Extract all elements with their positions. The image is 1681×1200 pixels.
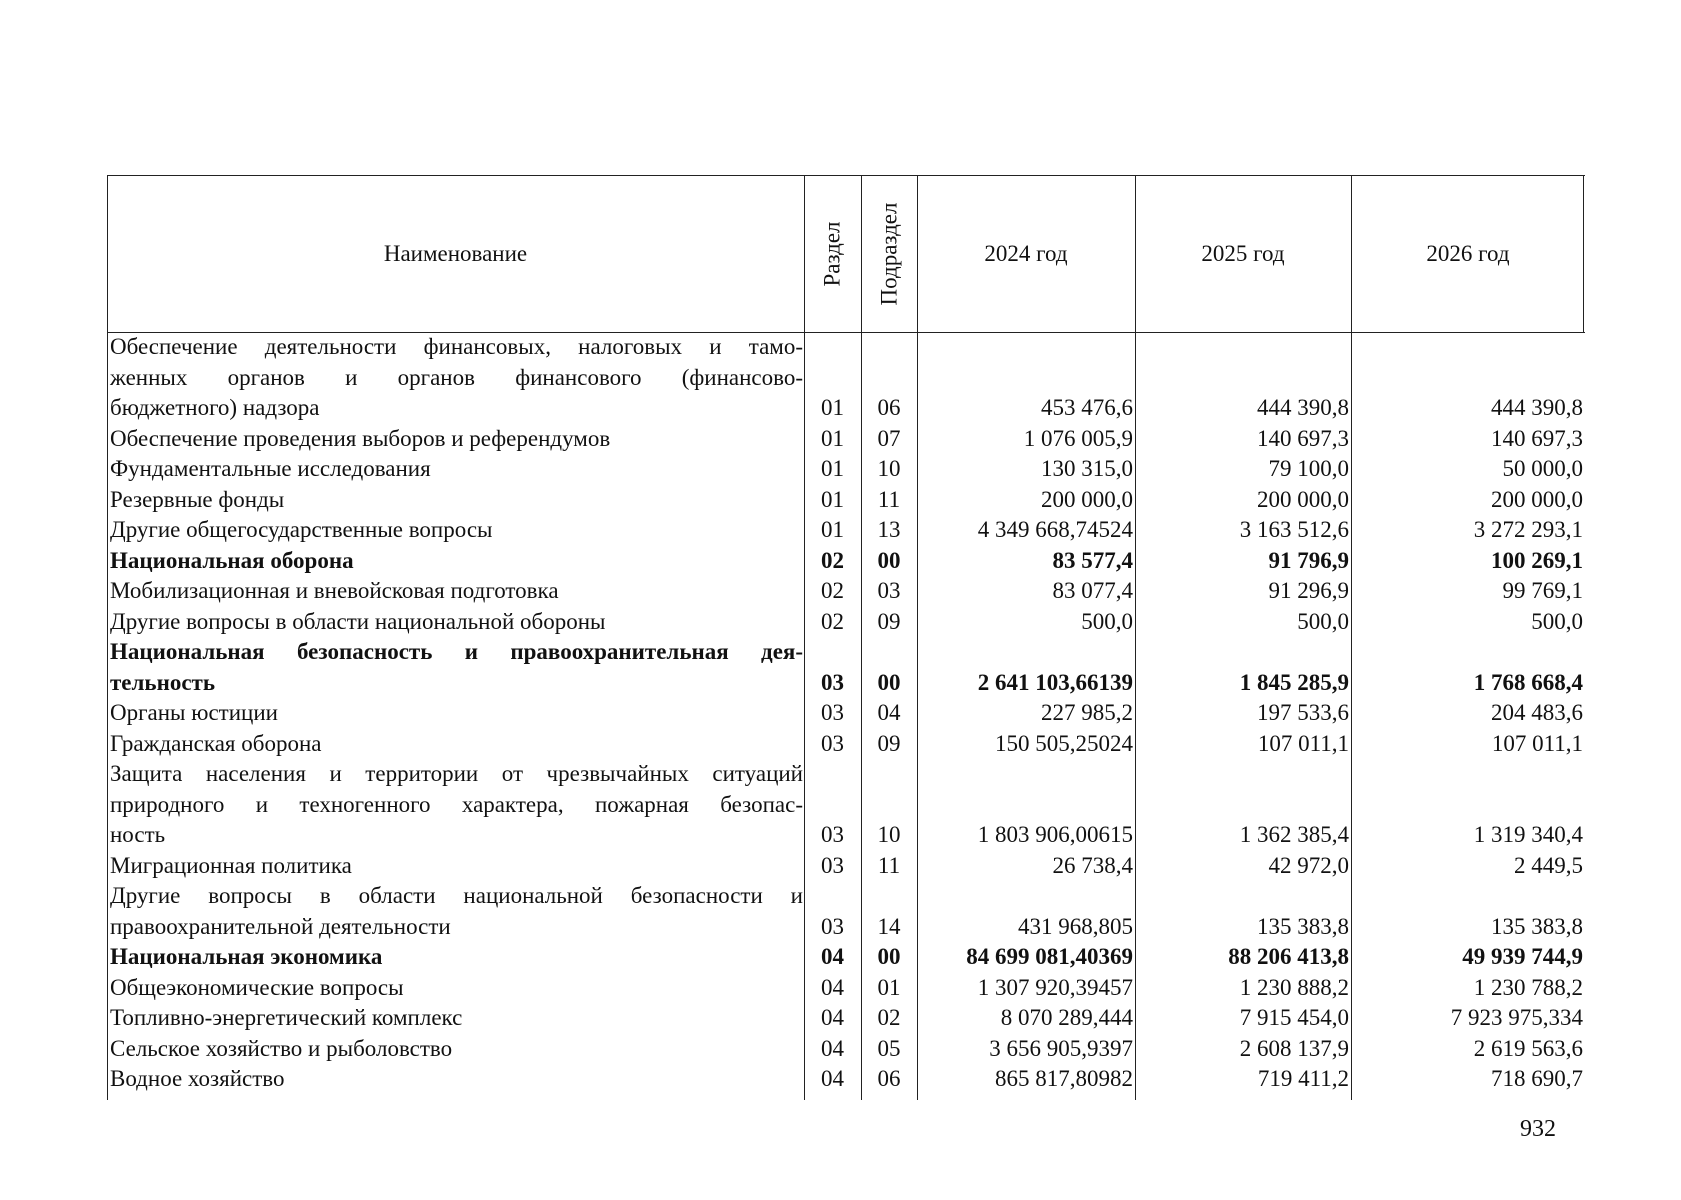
- name-line: Обеспечение деятельности финансовых, налоговых и тамо-: [110, 334, 803, 359]
- cell-2025: 719 411,2: [1257, 1066, 1349, 1091]
- cell-2026: 1 768 668,4: [1473, 669, 1583, 695]
- cell-subsection: 01: [877, 974, 901, 1000]
- cell-section: 04: [821, 944, 844, 969]
- cell-section: 03: [821, 669, 844, 695]
- cell-2025: 200 000,0: [1257, 486, 1349, 512]
- name-line: Органы юстиции: [110, 700, 278, 725]
- cell-2025: 1 362 385,4: [1239, 822, 1349, 847]
- table-row: [107, 515, 1585, 546]
- cell-2026: 140 697,3: [1491, 425, 1583, 451]
- cell-2025: 1 845 285,9: [1239, 669, 1349, 695]
- cell-subsection: 02: [877, 1005, 901, 1030]
- name-line: Фундаментальные исследования: [110, 456, 431, 481]
- budget-table: [107, 175, 1585, 1100]
- cell-section: 02: [821, 547, 844, 573]
- cell-2026: 718 690,7: [1491, 1066, 1583, 1091]
- cell-2025: 107 011,1: [1257, 730, 1349, 756]
- cell-name: [110, 759, 803, 851]
- table-row: [107, 607, 1585, 638]
- name-line: Национальная экономика: [110, 944, 383, 969]
- cell-name: [110, 576, 803, 607]
- cell-section: 01: [821, 486, 844, 512]
- cell-name: [110, 1003, 803, 1034]
- cell-2024: 1 076 005,9: [1023, 425, 1133, 451]
- cell-2026: 204 483,6: [1491, 700, 1583, 725]
- cell-2025: 3 163 512,6: [1239, 517, 1349, 542]
- table-row: [107, 637, 1585, 698]
- table-row: [107, 698, 1585, 729]
- cell-2026: 444 390,8: [1491, 395, 1583, 420]
- table-row: [107, 973, 1585, 1004]
- cell-2024: 3 656 905,9397: [989, 1035, 1133, 1061]
- table-row: [107, 759, 1585, 851]
- table-header: [107, 175, 1585, 332]
- cell-2024: 8 070 289,444: [1000, 1005, 1133, 1030]
- table-row: [107, 576, 1585, 607]
- cell-2026: 99 769,1: [1502, 578, 1583, 603]
- cell-2025: 140 697,3: [1257, 425, 1349, 451]
- cell-name: [110, 942, 803, 973]
- cell-section: 03: [821, 913, 844, 939]
- cell-section: 03: [821, 852, 844, 878]
- name-line: женных органов и органов финансового (финансово-: [110, 364, 803, 390]
- name-line: Водное хозяйство: [110, 1066, 285, 1091]
- name-line: Другие вопросы в области национальной безопасности и: [110, 883, 803, 908]
- cell-2024: 26 738,4: [1052, 852, 1133, 878]
- cell-2025: 135 383,8: [1257, 913, 1349, 939]
- cell-name: [110, 851, 803, 882]
- cell-section: 02: [821, 608, 844, 634]
- cell-2024: 83 077,4: [1052, 578, 1133, 603]
- name-line: Миграционная политика: [110, 852, 352, 878]
- page-number: 932: [1520, 1116, 1556, 1142]
- cell-section: 01: [821, 395, 844, 420]
- name-line: тельность: [110, 669, 215, 695]
- cell-subsection: 06: [877, 395, 901, 420]
- cell-2025: 88 206 413,8: [1228, 944, 1349, 969]
- cell-2026: 200 000,0: [1491, 486, 1583, 512]
- cell-2025: 7 915 454,0: [1239, 1005, 1349, 1030]
- cell-section: 04: [821, 1066, 844, 1091]
- cell-2026: 500,0: [1531, 608, 1583, 634]
- name-line: Защита населения и территории от чрезвычайных ситуаций: [110, 761, 803, 786]
- header-year-2026: 2026 год: [1426, 240, 1510, 266]
- cell-name: [110, 1064, 803, 1095]
- cell-2026: 1 230 788,2: [1473, 974, 1583, 1000]
- header-name: Наименование: [383, 240, 528, 266]
- table-row: [107, 1034, 1585, 1065]
- cell-name: [110, 454, 803, 485]
- cell-2024: 4 349 668,74524: [977, 517, 1133, 542]
- header-section: Раздел: [819, 220, 845, 287]
- cell-section: 04: [821, 1035, 844, 1061]
- cell-2024: 865 817,80982: [995, 1066, 1133, 1091]
- cell-name: [110, 424, 803, 455]
- name-line: Национальная безопасность и правоохранительная дея-: [110, 639, 803, 664]
- cell-name: [110, 332, 803, 424]
- cell-section: 01: [821, 425, 844, 451]
- cell-2026: 49 939 744,9: [1462, 944, 1583, 969]
- cell-2024: 130 315,0: [1041, 456, 1133, 481]
- cell-2025: 1 230 888,2: [1239, 974, 1349, 1000]
- name-line: Сельское хозяйство и рыболовство: [110, 1035, 453, 1061]
- cell-subsection: 03: [877, 578, 901, 603]
- name-line: ность: [110, 822, 166, 847]
- name-line: бюджетного) надзора: [110, 395, 320, 420]
- cell-name: [110, 729, 803, 760]
- cell-2025: 444 390,8: [1257, 395, 1349, 420]
- cell-2026: 7 923 975,334: [1450, 1005, 1583, 1030]
- cell-2026: 2 619 563,6: [1473, 1035, 1583, 1061]
- cell-2026: 2 449,5: [1514, 852, 1583, 878]
- header-year-2025: 2025 год: [1201, 240, 1285, 266]
- cell-2024: 431 968,805: [1018, 913, 1133, 939]
- table-row: [107, 729, 1585, 760]
- cell-section: 04: [821, 1005, 844, 1030]
- cell-section: 02: [821, 578, 844, 603]
- name-line: Общеэкономические вопросы: [110, 974, 404, 1000]
- cell-2024: 2 641 103,66139: [977, 669, 1133, 695]
- cell-2024: 1 307 920,39457: [977, 974, 1133, 1000]
- table-row: [107, 485, 1585, 516]
- cell-subsection: 09: [877, 730, 901, 756]
- cell-subsection: 13: [877, 517, 901, 542]
- table-row: [107, 1064, 1585, 1095]
- cell-subsection: 06: [877, 1066, 901, 1091]
- cell-subsection: 11: [877, 852, 901, 878]
- cell-2025: 79 100,0: [1268, 456, 1349, 481]
- cell-2024: 500,0: [1081, 608, 1133, 634]
- table-row: [107, 942, 1585, 973]
- cell-subsection: 09: [877, 608, 901, 634]
- table-row: [107, 454, 1585, 485]
- cell-2025: 2 608 137,9: [1239, 1035, 1349, 1061]
- table-row: [107, 546, 1585, 577]
- name-line: Гражданская оборона: [110, 730, 322, 756]
- cell-subsection: 11: [877, 486, 901, 512]
- cell-2024: 83 577,4: [1052, 547, 1133, 573]
- cell-section: 01: [821, 456, 844, 481]
- name-line: Другие общегосударственные вопросы: [110, 517, 493, 542]
- cell-2024: 84 699 081,40369: [966, 944, 1133, 969]
- cell-subsection: 04: [877, 700, 901, 725]
- cell-name: [110, 515, 803, 546]
- cell-2026: 1 319 340,4: [1473, 822, 1583, 847]
- table-row: [107, 332, 1585, 424]
- cell-name: [110, 637, 803, 698]
- cell-2025: 500,0: [1297, 608, 1349, 634]
- cell-2026: 50 000,0: [1502, 456, 1583, 481]
- name-line: Резервные фонды: [110, 486, 285, 512]
- cell-2025: 91 296,9: [1268, 578, 1349, 603]
- cell-subsection: 10: [877, 456, 901, 481]
- cell-2025: 42 972,0: [1268, 852, 1349, 878]
- header-subsection: Подраздел: [876, 202, 902, 305]
- cell-2025: 197 533,6: [1257, 700, 1349, 725]
- cell-2024: 453 476,6: [1041, 395, 1133, 420]
- name-line: Мобилизационная и вневойсковая подготовка: [110, 578, 559, 603]
- table-row: [107, 1003, 1585, 1034]
- cell-name: [110, 698, 803, 729]
- cell-subsection: 14: [877, 913, 901, 939]
- cell-2024: 227 985,2: [1041, 700, 1133, 725]
- cell-name: [110, 1034, 803, 1065]
- cell-subsection: 00: [877, 944, 901, 969]
- cell-section: 04: [821, 974, 844, 1000]
- cell-section: 03: [821, 822, 844, 847]
- name-line: Другие вопросы в области национальной обороны: [110, 608, 606, 634]
- cell-name: [110, 607, 803, 638]
- cell-subsection: 00: [877, 669, 901, 695]
- cell-section: 03: [821, 700, 844, 725]
- cell-subsection: 07: [877, 425, 901, 451]
- name-line: природного и техногенного характера, пожарная безопас-: [110, 791, 803, 817]
- name-line: правоохранительной деятельности: [110, 913, 451, 939]
- cell-name: [110, 546, 803, 577]
- table-row: [107, 424, 1585, 455]
- name-line: Национальная оборона: [110, 547, 354, 573]
- cell-name: [110, 973, 803, 1004]
- cell-subsection: 00: [877, 547, 901, 573]
- cell-subsection: 10: [877, 822, 901, 847]
- cell-section: 01: [821, 517, 844, 542]
- table-row: [107, 851, 1585, 882]
- cell-subsection: 05: [877, 1035, 901, 1061]
- cell-2024: 150 505,25024: [995, 730, 1133, 756]
- cell-2026: 135 383,8: [1491, 913, 1583, 939]
- cell-name: [110, 881, 803, 942]
- cell-2026: 100 269,1: [1491, 547, 1583, 573]
- cell-2024: 200 000,0: [1041, 486, 1133, 512]
- cell-2026: 3 272 293,1: [1473, 517, 1583, 542]
- name-line: Обеспечение проведения выборов и референдумов: [110, 425, 611, 451]
- cell-2025: 91 796,9: [1268, 547, 1349, 573]
- name-line: Топливно-энергетический комплекс: [110, 1005, 463, 1030]
- cell-2026: 107 011,1: [1491, 730, 1583, 756]
- cell-section: 03: [821, 730, 844, 756]
- header-year-2024: 2024 год: [984, 240, 1068, 266]
- table-body: [107, 332, 1585, 1095]
- table-row: [107, 881, 1585, 942]
- cell-2024: 1 803 906,00615: [977, 822, 1133, 847]
- cell-name: [110, 485, 803, 516]
